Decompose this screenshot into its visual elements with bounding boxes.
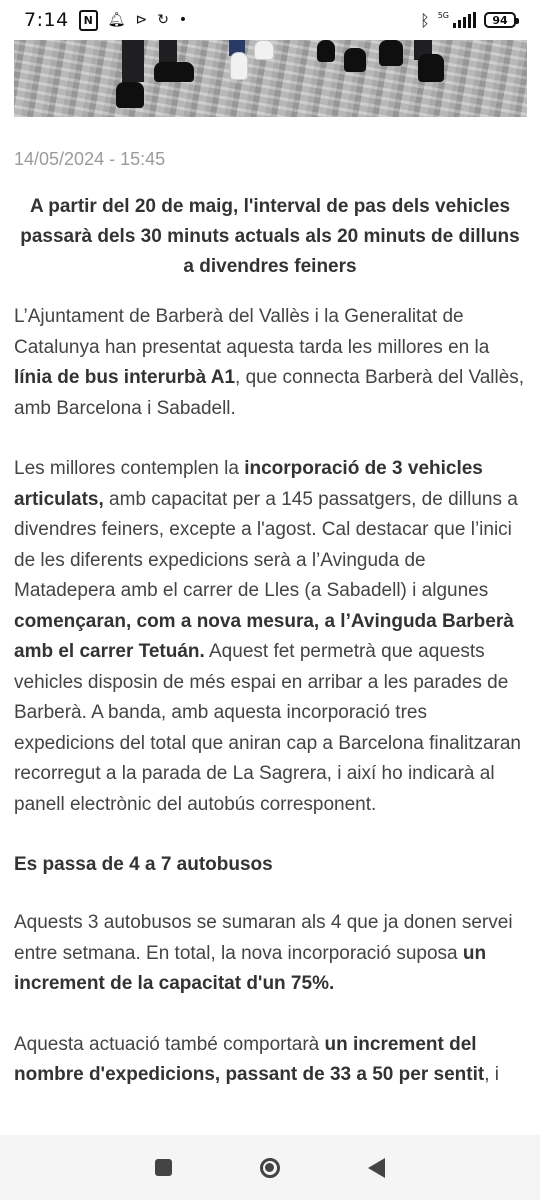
dot-icon: • bbox=[178, 12, 188, 28]
status-time: 7:14 bbox=[24, 9, 69, 31]
highlight-expeditions: un increment del nombre d'expedicions, passant de 33 a 50 per sentit bbox=[14, 1033, 485, 1085]
article-photo bbox=[14, 40, 527, 117]
highlight-new-start: començaran, com a nova mesura, a l’Avinguda Barberà amb el carrer Tetuán. bbox=[14, 610, 514, 662]
recents-button[interactable] bbox=[143, 1148, 183, 1188]
bluetooth-icon: ᛒ bbox=[420, 10, 430, 30]
article-subtitle: A partir del 20 de maig, l'interval de pas dels vehicles passarà dels 30 minuts actuals als 20 minuts de dilluns a divendres feiners bbox=[20, 196, 520, 277]
highlight-articulated: incorporació de 3 vehicles articulats, bbox=[14, 458, 483, 510]
navigation-bar bbox=[0, 1135, 540, 1200]
circle-icon bbox=[260, 1158, 280, 1178]
play-icon: ⊳ bbox=[135, 12, 148, 28]
status-bar bbox=[0, 0, 540, 40]
paragraph-2: Les millores contemplen la incorporació de 3 vehicles articulats, amb capacitat per a 145 passatgers, de dilluns a divendres feiners, excepte a l'agost. Cal destacar que l’inici de les diferents expedicions serà a l’Avinguda de Matadepera amb el carrer de Lles (a Sabadell) i algunes començaran, com a nova mesura, a l’Avinguda Barberà amb el carrer Tetuán. Aquest fet permetrà que aquests vehicles disposin de més espai en arribar a les parades de Barberà. A banda, amb aquesta incorporació tres expedicions del total que aniran cap a Barcelona finalitzaran recorregut a la parada de La Sagrera, i així ho indicarà al panell electrònic del autobús corresponent. bbox=[14, 458, 521, 815]
back-button[interactable] bbox=[357, 1148, 397, 1188]
paragraph-4: Aquesta actuació també comportarà un increment del nombre d'expedicions, passant de 33 a 50 per sentit, i bbox=[14, 1033, 499, 1085]
highlight-bus-line: línia de bus interurbà A1 bbox=[14, 367, 236, 388]
square-icon bbox=[155, 1159, 172, 1176]
sync-icon: ↻ bbox=[157, 12, 169, 28]
section-heading: Es passa de 4 a 7 autobusos bbox=[14, 854, 273, 875]
battery-icon bbox=[484, 12, 516, 28]
paragraph-1: L’Ajuntament de Barberà del Vallès i la Generalitat de Catalunya han presentat aquesta tarda les millores en la línia de bus interurbà A1, que connecta Barberà del Vallès, amb Barcelona i Sabadell. bbox=[14, 306, 525, 419]
n-app-icon: N bbox=[79, 10, 98, 31]
highlight-capacity: un increment de la capacitat d'un 75%. bbox=[14, 942, 487, 994]
status-right bbox=[420, 11, 516, 30]
triangle-icon bbox=[368, 1158, 385, 1178]
paragraph-3: Aquests 3 autobusos se sumaran als 4 que ja donen servei entre setmana. En total, la nova incorporació suposa un increment de la capacitat d'un 75%. bbox=[14, 912, 513, 994]
home-button[interactable] bbox=[250, 1148, 290, 1188]
bell-icon: 🔔︎ bbox=[107, 12, 126, 28]
signal-icon bbox=[438, 12, 476, 28]
article-body bbox=[14, 144, 526, 1121]
network-label: 5G bbox=[437, 11, 449, 20]
article-date: 14/05/2024 - 15:45 bbox=[14, 149, 166, 169]
status-left bbox=[24, 9, 187, 31]
battery-level: 94 bbox=[492, 13, 508, 27]
